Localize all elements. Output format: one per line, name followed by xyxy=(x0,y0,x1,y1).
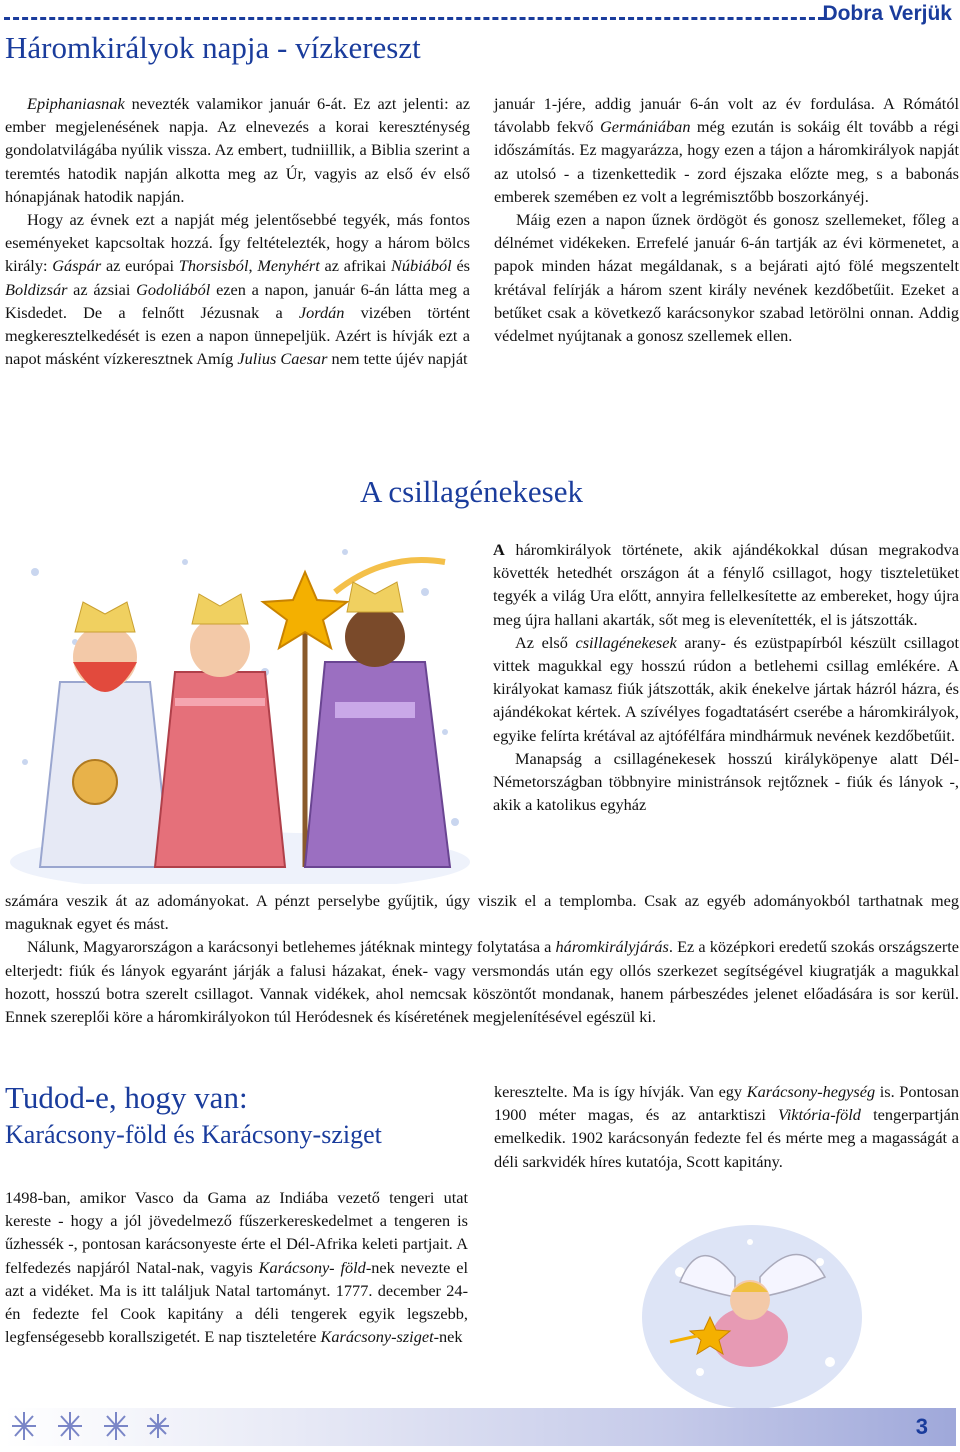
page-title: Háromkirályok napja - vízkereszt xyxy=(5,30,421,65)
name-menyhert: Menyhért xyxy=(257,256,320,276)
text-span: nek nevezte el azt a vidéket. Ma is itt találjuk Natal tartományt. 1777. december 24-én fedezte fel Cook kapitány a déli tengerek egyik legszebb, legfenségesebb korallszigetét. E nap tiszteletére xyxy=(5,1257,468,1347)
angel-with-star-illustration xyxy=(640,1222,865,1412)
place-jordan: Jordán xyxy=(298,302,345,322)
name-gaspar: Gáspár xyxy=(52,256,102,276)
text-span: 1498-ban, amikor Vasco da Gama az Indiába vezető tengeri utat kereste - hogy a jól jövedelmező fűszerkereskedelmet a tengeren is űzhessék -, pontosan karácsonyeste érte el Dél-Afrika keleti partjait. A felfedezés napjáról Natal-nak, vagyis xyxy=(5,1188,468,1277)
section2-paragraph-3-cont: számára veszik át az adományokat. A pénzt perselybe gyűjtik, úgy viszik el a templomba. Csak az egyéb adományokból tarthatnak meg maguknak egyet és mást. xyxy=(5,891,959,934)
text-span: , xyxy=(248,256,258,276)
text-span: tengerpartján emelkedik. 1902 karácsonyán fedezte fel és mérte meg a magasságát a déli sarkvidék híres kutatója, Scott kapitány. xyxy=(494,1105,959,1171)
intro-paragraph-3 xyxy=(494,92,959,208)
section2-paragraph-1 xyxy=(493,538,959,631)
section3-paragraph-left xyxy=(5,1186,468,1348)
section3-left-column xyxy=(5,1186,468,1348)
section-subheading-karacsony: Karácsony-föld és Karácsony-sziget xyxy=(5,1120,382,1149)
place-nubia: Núbiából xyxy=(391,256,452,276)
text-span: is. Pontosan 1900 méter magas, és az antarktiszi xyxy=(494,1082,959,1125)
three-kings-illustration xyxy=(5,532,475,884)
intro-paragraph-2 xyxy=(5,208,470,370)
text-span: január 1-jére, addig január 6-án volt az év fordulása. A Rómától távolabb fekvő xyxy=(494,94,959,137)
intro-right-column xyxy=(494,92,959,347)
text-span: és xyxy=(451,256,471,276)
section2-paragraph-3: Manapság a csillagénekesek hosszú királyköpenye alatt Dél-Németországban többnyire ministránsok rejtőznek - fiúk és lányok -, akik a katolikus egyház xyxy=(493,748,959,815)
header-author: Dobra Verjük xyxy=(822,2,952,25)
text-span: Az első xyxy=(515,632,576,652)
text-span: még ezután is sokáig élt tovább a régi időszámítás. Ez magyarázza, hogy ezen a tájon a háromkirályok napját az utolsó - a tizenkettedik - zord éjszaka előzte meg, s a babonás emberek szemében ez volt a legrémisztőbb boszorkányéj. xyxy=(494,117,959,206)
place-germania: Germániában xyxy=(600,117,691,137)
intro-left-column xyxy=(5,92,470,370)
section2-full-width xyxy=(5,889,959,1028)
text-span: az ázsiai xyxy=(67,279,137,299)
section3-paragraph-right xyxy=(494,1080,959,1173)
place-thorsis: Thorsisból xyxy=(178,256,249,276)
text-span: ezen a napon, január 6-án látta meg a Kisdedet. De a felnőtt Jézusnak a xyxy=(5,279,470,322)
text-span: Hogy az évnek ezt a napját még jelentősebbé tegyék, más fontos eseményeket kapcsoltak hozzá. Így feltételezték, hogy a három bölcs király: xyxy=(5,210,470,276)
term-csillagenekesek: csillagénekesek xyxy=(575,632,677,652)
snowflake-ornaments-icon xyxy=(10,1406,170,1446)
term-karacsony-sziget: Karácsony-sziget xyxy=(320,1327,434,1347)
term-karacsony-hegyseg: Karácsony-hegység xyxy=(746,1082,876,1101)
place-viktoria-fold: Viktória-föld xyxy=(778,1105,861,1125)
section2-paragraph-4 xyxy=(5,935,959,1028)
term-karacsony-fold: Karácsony- föld- xyxy=(258,1257,372,1277)
text-span: -nek xyxy=(433,1327,463,1347)
text-span: keresztelte. Ma is így hívják. Van egy xyxy=(494,1082,747,1101)
name-boldizsar: Boldizsár xyxy=(5,279,68,299)
place-godolia: Godoliából xyxy=(136,279,211,299)
section-heading-tudod-e: Tudod-e, hogy van: xyxy=(5,1080,248,1115)
text-span: nevezték valamikor január 6-át. Ez azt jelenti: az ember megjelenésének napja. Az elnevezés a korai kereszténység gondolatvilágába nyúlik vissza. Az embert, tudniillik, a Biblia szerint a teremtés hatodik napján alkotta meg az Úr, vagyis az első év első hónapjának hatodik napján. xyxy=(5,94,470,206)
text-span: háromkirályok története, akik ajándékokkal dúsan megrakodva követték hetedhét országon át a fénylő csillagot, hogy tiszteletüket tegyék a világ Ura előtt, annyira fellelkesítette az embereket, hogy újra meg újra hallani akarták, sőt meg is elevenítették, el is játszották. xyxy=(493,540,959,629)
text-span: az afrikai xyxy=(319,256,392,276)
text-span: . Ez a középkori eredetű szokás országszerte elterjedt: fiúk és lányok egyaránt járják a falusi házakat, ének- vagy versmondás után egy ollós szerkezet segítségével kiugratják a magukkal hozott, hosszú botra szerelt csillagot. Vannak vidékek, ahol nemcsak köszöntőt mondanak, hanem párbeszédes jelenet előadására is sor kerül. Ennek szereplői köre a háromkirályokon túl Heródesnek és kíséretének megjelenítésével egészül ki. xyxy=(5,937,959,1027)
section2-right-column xyxy=(493,538,959,816)
section-heading-csillagenekesek: A csillagénekesek xyxy=(360,474,583,509)
section2-paragraph-2 xyxy=(493,631,959,747)
text-span: az európai xyxy=(101,256,179,276)
text-span: Nálunk, Magyarországon a karácsonyi betlehemes játéknak mintegy folytatása a xyxy=(27,937,556,957)
term-haromkiralyjaras: háromkirályjárás xyxy=(555,937,669,957)
term-epiphanias: Epiphaniasnak xyxy=(27,94,125,113)
name-caesar: Julius Caesar xyxy=(237,349,328,369)
intro-paragraph-1 xyxy=(5,92,470,208)
intro-paragraph-4: Máig ezen a napon űznek ördögöt és gonosz szellemeket, főleg a délnémet vidékeken. Errefelé január 6-án tartják az évi körmenetet, a papok minden házat megáldanak, s a bejárati ajtó fölé megszentelt krétával felírják a három szent király nevének kezdőbetűit. Ezeket a betűket csak a következő karácsonykor szabad letörölni onnan. Addig védelmet nyújtanak a gonosz szellemek ellen. xyxy=(494,210,959,346)
text-span: arany- és ezüstpapírból készült csillagot vittek magukkal egy hosszú rúdon a betlehemi csillag emlékére. A királyokat kamasz fiúk játszották, akik énekelve jártak házról házra, és ajándékokat kértek. A szívélyes fogadtatásért cserébe a háromkirályok, egyike felírta krétával az ajtófélfára mindhármuk nevének kezdőbetűit. xyxy=(493,632,959,745)
page-number: 3 xyxy=(915,1414,928,1439)
text-span: nem tette újév napját xyxy=(327,349,468,369)
section3-right-column xyxy=(494,1080,959,1173)
dropcap: A xyxy=(493,540,505,559)
text-span: vizében történt megkeresztelkedését is ezen a napon ünnepeljük. Azért is hívják ezt a napot másként vízkeresztnek Amíg xyxy=(5,302,470,369)
